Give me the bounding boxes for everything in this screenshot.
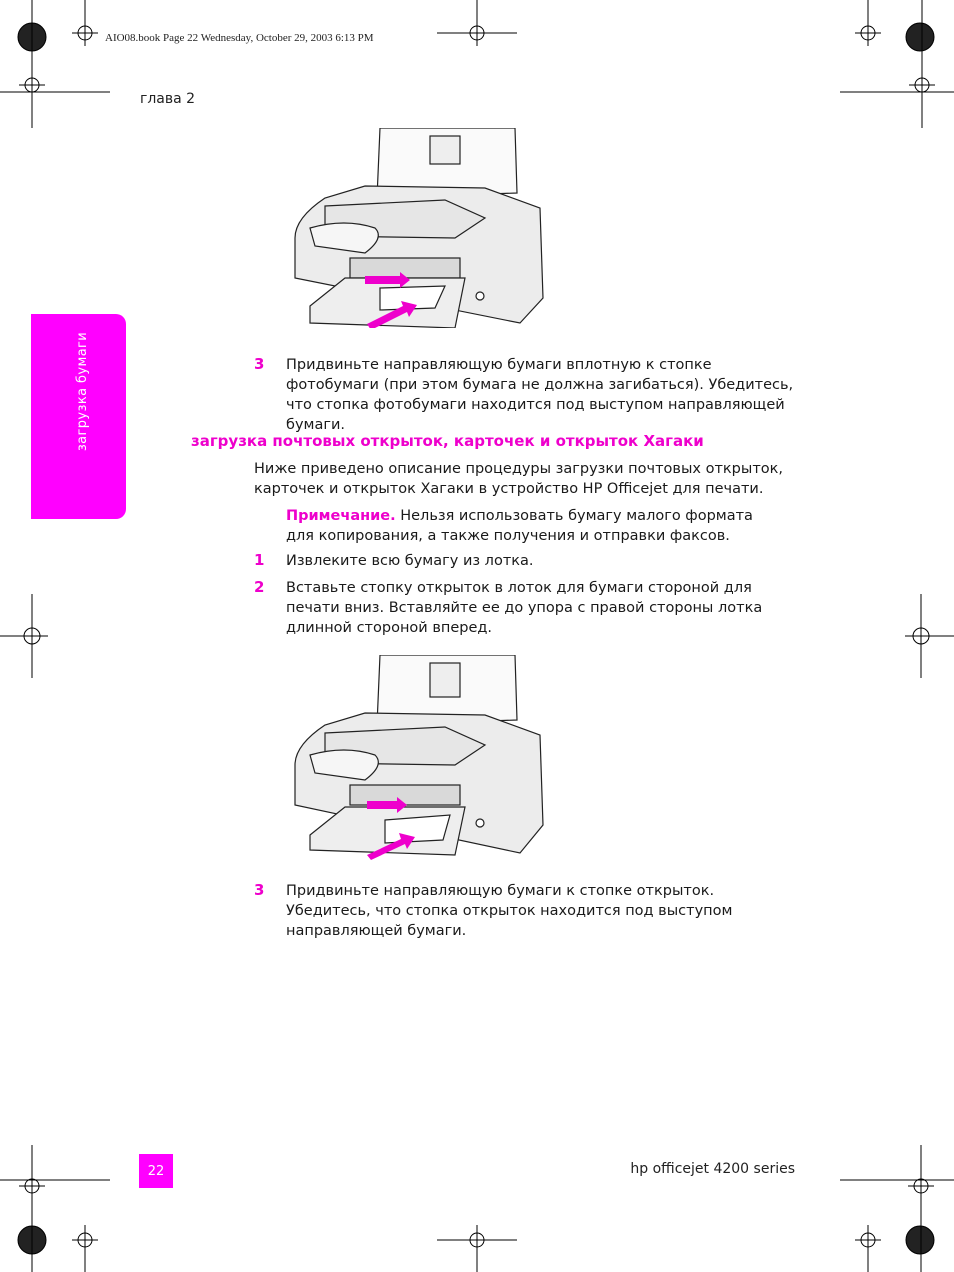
note-label: Примечание. xyxy=(286,508,396,524)
step-number: 1 xyxy=(254,551,265,569)
note-block xyxy=(286,506,756,546)
step-number: 3 xyxy=(254,355,265,373)
step-3-postcards-text: Придвиньте направляющую бумаги к стопке открыток. Убедитесь, что стопка открыток находится под выступом направляющей бумаги. xyxy=(286,883,733,939)
printer-illustration-photo-paper xyxy=(285,128,550,328)
step-number: 2 xyxy=(254,578,265,596)
step-2-text: Вставьте стопку открыток в лоток для бумаги стороной для печати вниз. Вставляйте ее до упора с правой стороны лотка длинной стороной вперед. xyxy=(286,580,763,636)
running-head: глава 2 xyxy=(140,91,196,107)
print-slug: AIO08.book Page 22 Wednesday, October 29, 2003 6:13 PM xyxy=(105,32,374,44)
chapter-side-tab xyxy=(31,314,126,519)
footer-product-title: hp officejet 4200 series xyxy=(630,1161,795,1177)
note-text: Нельзя использовать бумагу малого формата для копирования, а также получения и отправки факсов. xyxy=(286,508,753,544)
page-number: 22 xyxy=(139,1154,173,1188)
section-heading: загрузка почтовых открыток, карточек и открыток Хагаки xyxy=(191,432,704,450)
side-tab-label: загрузка бумаги xyxy=(75,331,90,452)
step-1-text: Извлеките всю бумагу из лотка. xyxy=(286,553,534,569)
printer-illustration-postcards xyxy=(285,655,550,860)
intro-paragraph: Ниже приведено описание процедуры загрузки почтовых открыток, карточек и открыток Хагаки в устройство HP Officejet для печати. xyxy=(254,461,784,497)
step-number: 3 xyxy=(254,881,265,899)
step-3-photo-text: Придвиньте направляющую бумаги вплотную к стопке фотобумаги (при этом бумага не должна загибаться). Убедитесь, что стопка фотобумаги находится под выступом направляющей бумаги. xyxy=(286,357,794,433)
